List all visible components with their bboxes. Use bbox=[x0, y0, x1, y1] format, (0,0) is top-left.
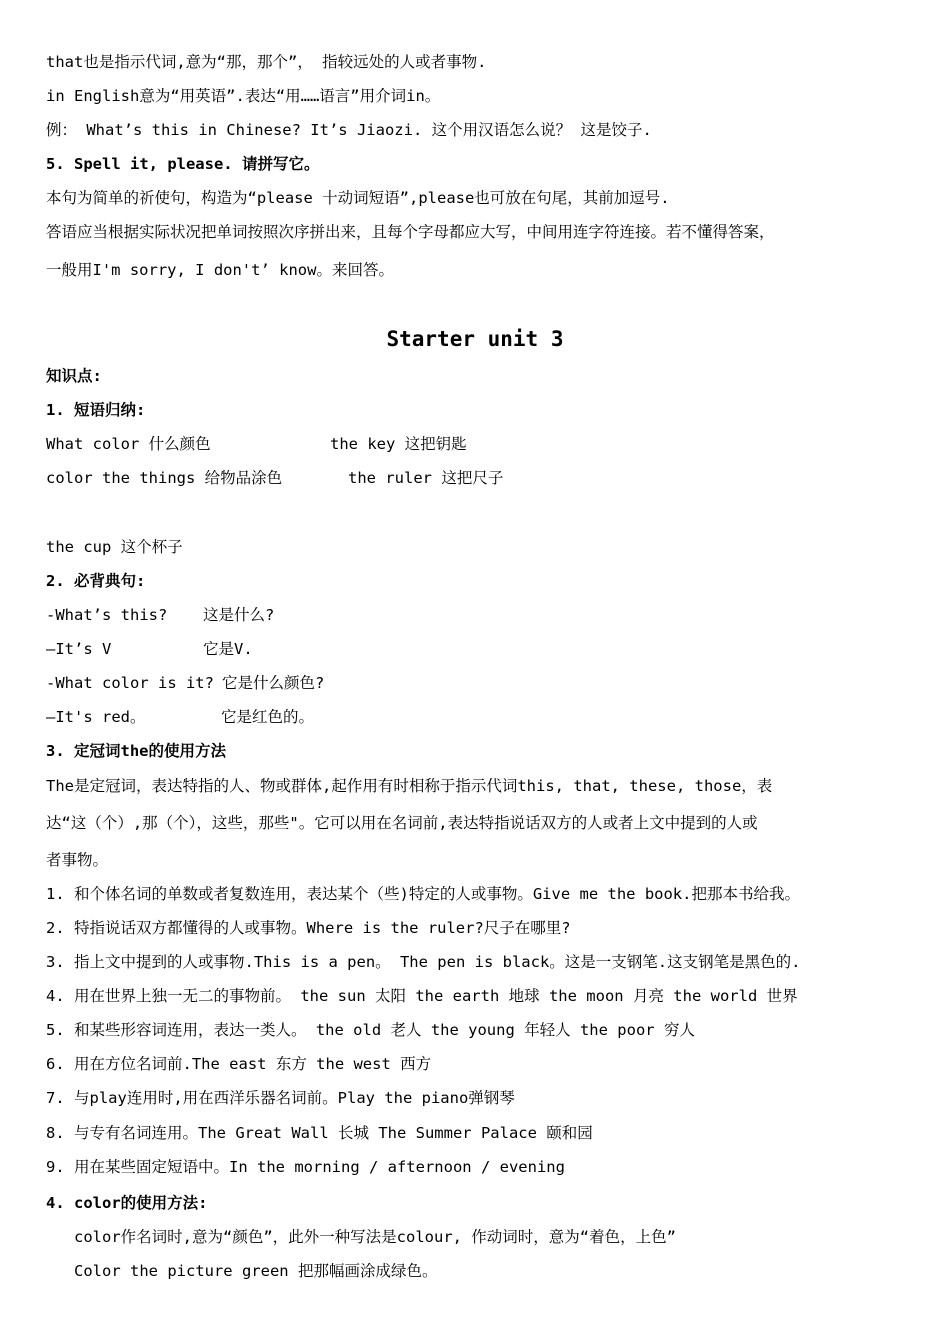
text-line: color作名词时,意为“颜色”，此外一种写法是colour, 作动词时，意为“着色，上色” bbox=[74, 1228, 676, 1246]
item-text: 用在世界上独一无二的事物前。 the sun 太阳 the earth 地球 the moon 月亮 the world 世界 bbox=[74, 987, 798, 1005]
sentence-row bbox=[46, 673, 910, 693]
item-number: 6. bbox=[46, 1055, 65, 1073]
sentence-left: —It's red。 bbox=[46, 708, 146, 726]
phrase-left: What color 什么颜色 bbox=[46, 435, 211, 453]
sentence-right: 它是红色的。 bbox=[221, 708, 315, 726]
section-heading-5: 5. Spell it, please. 请拼写它。 bbox=[46, 155, 320, 173]
list-item bbox=[46, 1054, 910, 1074]
item-text: 指上文中提到的人或事物.This is a pen。 The pen is black。这是一支钢笔.这支钢笔是黑色的. bbox=[74, 953, 801, 971]
sentence-row bbox=[46, 639, 910, 659]
section-heading-2: 2. 必背典句: bbox=[46, 572, 146, 590]
knowledge-heading: 知识点: bbox=[46, 367, 102, 385]
sentence-left: —It’s V bbox=[46, 640, 112, 658]
sentence-row bbox=[46, 707, 910, 727]
sentence-right: 它是V. bbox=[203, 640, 253, 658]
page-title: Starter unit 3 bbox=[386, 327, 564, 351]
item-text: 用在方位名词前.The east 东方 the west 西方 bbox=[74, 1055, 432, 1073]
item-text: 特指说话双方都懂得的人或事物。Where is the ruler?尺子在哪里? bbox=[74, 919, 571, 937]
sentence-right: 它是什么颜色? bbox=[222, 674, 325, 692]
text-line: that也是指示代词,意为“那，那个”， 指较远处的人或者事物. bbox=[46, 53, 487, 71]
item-text: 与play连用时,用在西洋乐器名词前。Play the piano弹钢琴 bbox=[74, 1089, 515, 1107]
phrase-left: color the things 给物品涂色 bbox=[46, 469, 283, 487]
item-number: 3. bbox=[46, 953, 65, 971]
item-text: 用在某些固定短语中。In the morning / afternoon / evening bbox=[74, 1158, 565, 1176]
list-item bbox=[46, 952, 910, 972]
list-item bbox=[46, 1088, 910, 1108]
item-number: 1. bbox=[46, 885, 65, 903]
sentence-right: 这是什么? bbox=[203, 606, 275, 624]
text-line: the cup 这个杯子 bbox=[46, 538, 183, 556]
item-number: 7. bbox=[46, 1089, 65, 1107]
item-number: 2. bbox=[46, 919, 65, 937]
item-text: 和个体名词的单数或者复数连用，表达某个（些)特定的人或事物。Give me the book.把那本书给我。 bbox=[74, 885, 800, 903]
phrase-row bbox=[46, 434, 910, 454]
item-number: 9. bbox=[46, 1158, 65, 1176]
item-text: 与专有名词连用。The Great Wall 长城 The Summer Palace 颐和园 bbox=[74, 1124, 593, 1142]
text-line: The是定冠词，表达特指的人、物或群体,起作用有时相称于指示代词this, that, these, those，表 bbox=[46, 777, 773, 795]
text-line: 达“这（个）,那（个），这些，那些"。它可以用在名词前,表达特指说话双方的人或者上文中提到的人或 bbox=[46, 814, 758, 832]
item-number: 5. bbox=[46, 1021, 65, 1039]
list-item bbox=[46, 884, 910, 904]
text-line: 本句为简单的祈使句，构造为“please 十动词短语”,please也可放在句尾，其前加逗号. bbox=[46, 189, 670, 207]
section-heading-1: 1. 短语归纳: bbox=[46, 401, 146, 419]
sentence-left: -What color is it? bbox=[46, 674, 214, 692]
text-line: 例： What’s this in Chinese? It’s Jiaozi. 这个用汉语怎么说？ 这是饺子. bbox=[46, 121, 652, 139]
list-item bbox=[46, 918, 910, 938]
section-heading-3: 3. 定冠词the的使用方法 bbox=[46, 742, 226, 760]
list-item bbox=[46, 1123, 910, 1143]
list-item bbox=[46, 1020, 910, 1040]
phrase-right: the key 这把钥匙 bbox=[330, 435, 467, 453]
item-text: 和某些形容词连用，表达一类人。 the old 老人 the young 年轻人 the poor 穷人 bbox=[74, 1021, 695, 1039]
list-item bbox=[46, 1157, 910, 1177]
sentence-row bbox=[46, 605, 910, 625]
item-number: 8. bbox=[46, 1124, 65, 1142]
text-line: 者事物。 bbox=[46, 851, 109, 869]
item-number: 4. bbox=[46, 987, 65, 1005]
text-line: Color the picture green 把那幅画涂成绿色。 bbox=[74, 1262, 438, 1280]
text-line: in English意为“用英语”.表达“用……语言”用介词in。 bbox=[46, 87, 441, 105]
list-item bbox=[46, 986, 910, 1006]
phrase-right: the ruler 这把尺子 bbox=[348, 469, 504, 487]
text-line: 答语应当根据实际状况把单词按照次序拼出来，且每个字母都应大写，中间用连字符连接。若不懂得答案， bbox=[46, 223, 775, 241]
phrase-row bbox=[46, 468, 910, 488]
sentence-left: -What’s this? bbox=[46, 606, 168, 624]
text-line: 一般用I'm sorry, I don't’ know。来回答。 bbox=[46, 261, 394, 279]
section-heading-4: 4. color的使用方法: bbox=[46, 1194, 208, 1212]
